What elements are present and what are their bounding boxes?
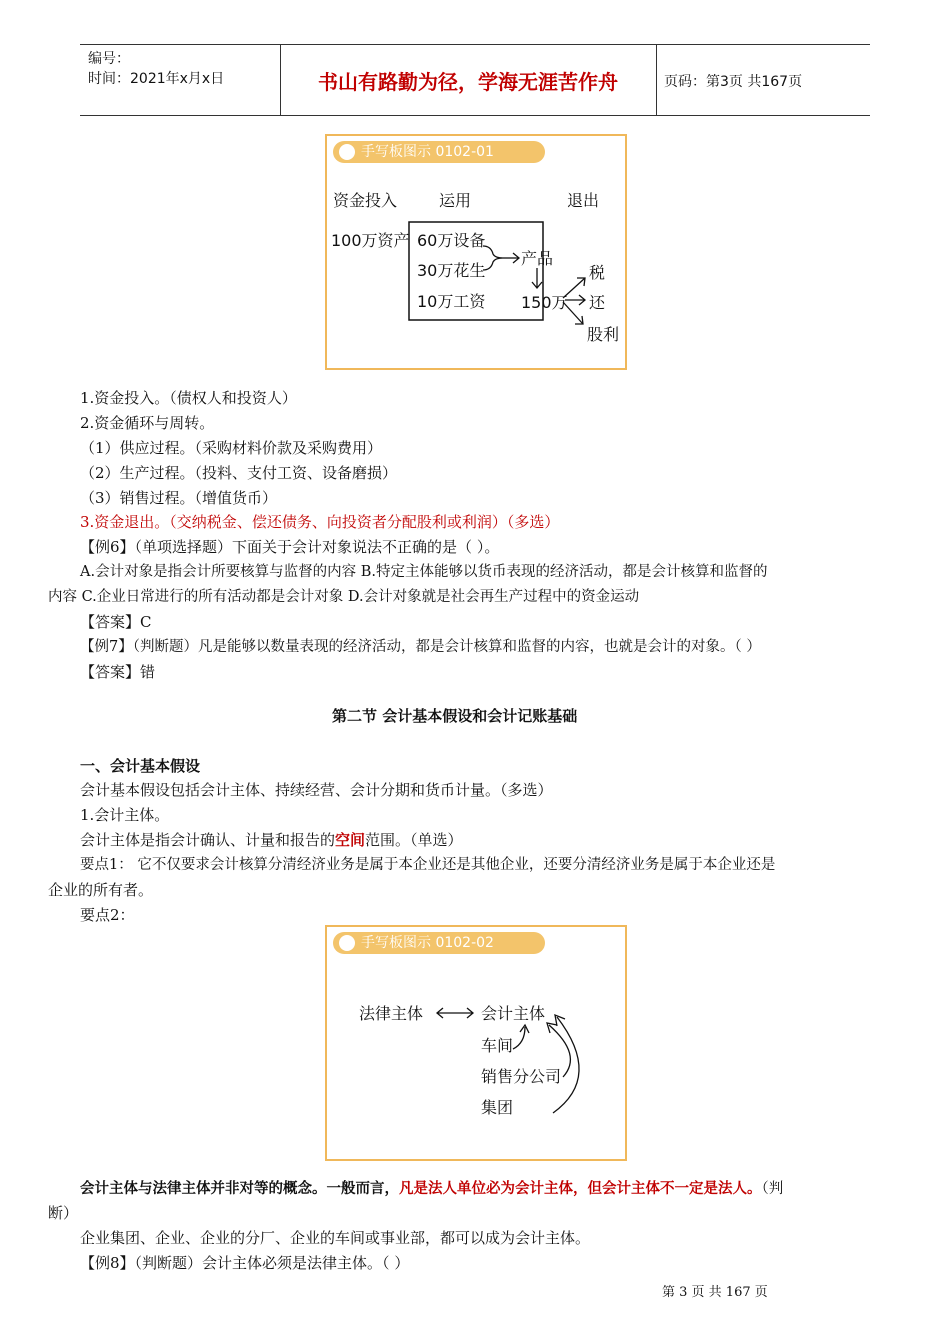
label-asset: 100万资产 bbox=[331, 231, 410, 250]
pen-icon bbox=[339, 935, 355, 951]
label-amount: 150万 bbox=[521, 293, 568, 312]
date-text: 时间：2021年x月x日 bbox=[88, 71, 225, 87]
example-6-options: 内容 C.企业日常进行的所有活动都是会计对象 D.会计对象就是社会再生产过程中的资金运动 bbox=[48, 589, 640, 605]
text-line bbox=[80, 830, 463, 850]
label-exit: 退出 bbox=[567, 191, 600, 210]
example-8: 【例8】（判断题）会计主体必须是法律主体。（ ） bbox=[80, 1254, 410, 1272]
label-dividend: 股利 bbox=[587, 325, 620, 344]
pen-icon bbox=[339, 144, 355, 160]
header-divider bbox=[656, 45, 657, 115]
figure-2-tag-text: 手写板图示 0102-02 bbox=[361, 935, 494, 951]
text-line: （2）生产过程。（投料、支付工资、设备磨损） bbox=[80, 464, 398, 482]
text-segment: 会计主体与法律主体并非对等的概念。一般而言， bbox=[80, 1180, 399, 1197]
text-line bbox=[80, 1179, 783, 1199]
example-7: 【例7】（判断题）凡是能够以数量表现的经济活动，都是会计核算和监督的内容，也就是会计的对象。（ ） bbox=[80, 639, 761, 655]
text-line: 断） bbox=[48, 1204, 79, 1222]
figure-1-tag-text: 手写板图示 0102-01 bbox=[361, 144, 494, 160]
figure-2-tag bbox=[333, 932, 545, 954]
answer-6: 【答案】C bbox=[80, 613, 152, 631]
label-tax: 税 bbox=[589, 263, 606, 282]
label-repay: 还 bbox=[589, 293, 606, 312]
answer-7: 【答案】错 bbox=[80, 663, 156, 681]
figure-1-diagram bbox=[327, 136, 625, 368]
motto: 书山有路勤为径，学海无涯苦作舟 bbox=[318, 69, 618, 94]
handwriting-figure-2 bbox=[325, 925, 627, 1161]
text-line: 1.会计主体。 bbox=[80, 806, 170, 824]
label-item2: 30万花生 bbox=[417, 261, 486, 280]
label-invest: 资金投入 bbox=[333, 191, 398, 210]
text-line: 要点2： bbox=[80, 906, 135, 924]
text-segment-highlight: 凡是法人单位必为会计主体，但会计主体不一定是法人。 bbox=[399, 1180, 762, 1197]
text-segment: （判 bbox=[761, 1181, 784, 1197]
code-label: 编号： bbox=[88, 51, 130, 67]
text-line: 会计基本假设包括会计主体、持续经营、会计分期和货币计量。（多选） bbox=[80, 781, 553, 799]
figure-2-diagram bbox=[327, 927, 625, 1159]
label-legal: 法律主体 bbox=[359, 1004, 424, 1023]
label-branch: 销售分公司 bbox=[481, 1067, 562, 1086]
header-info bbox=[88, 49, 280, 89]
page-footer: 第 3 页 共 167 页 bbox=[662, 1285, 768, 1300]
text-line: （1）供应过程。（采购材料价款及采购费用） bbox=[80, 439, 383, 457]
label-workshop: 车间 bbox=[481, 1036, 514, 1055]
label-entity: 会计主体 bbox=[481, 1004, 546, 1023]
page-header bbox=[80, 44, 870, 116]
text-line: 企业集团、企业、企业的分厂、企业的车间或事业部，都可以成为会计主体。 bbox=[80, 1229, 591, 1247]
text-segment: 会计主体是指会计确认、计量和报告的 bbox=[80, 831, 336, 849]
text-line: 2.资金循环与周转。 bbox=[80, 414, 215, 432]
example-6-options: A.会计对象是指会计所要核算与监督的内容 B.特定主体能够以货币表现的经济活动，都是会计核算和监督的 bbox=[80, 564, 768, 580]
text-line: 企业的所有者。 bbox=[48, 881, 154, 899]
figure-1-tag bbox=[333, 141, 545, 163]
keyword-space: 空间 bbox=[335, 831, 366, 849]
page-indicator: 页码：第3页 共167页 bbox=[664, 74, 803, 90]
text-line: 要点1： 它不仅要求会计核算分清经济业务是属于本企业还是其他企业，还要分清经济业务是属于本企业还是 bbox=[80, 857, 776, 873]
label-item3: 10万工资 bbox=[417, 292, 486, 311]
brace-mark bbox=[483, 246, 503, 270]
text-line-highlight: 3.资金退出。（交纳税金、偿还债务、向投资者分配股利或利润）（多选） bbox=[80, 513, 560, 531]
label-product: 产品 bbox=[521, 249, 554, 268]
label-group: 集团 bbox=[481, 1098, 514, 1117]
subsection-title: 一、会计基本假设 bbox=[80, 757, 201, 775]
text-line: （3）销售过程。（增值货币） bbox=[80, 489, 278, 507]
text-segment: 范围。（单选） bbox=[365, 831, 463, 849]
example-6: 【例6】（单项选择题）下面关于会计对象说法不正确的是（ ）。 bbox=[80, 538, 500, 556]
text-line: 1.资金投入。（债权人和投资人） bbox=[80, 389, 297, 407]
label-use: 运用 bbox=[439, 191, 472, 210]
label-item1: 60万设备 bbox=[417, 231, 486, 250]
section-title: 第二节 会计基本假设和会计记账基础 bbox=[332, 707, 578, 725]
handwriting-figure-1 bbox=[325, 134, 627, 370]
arc-group bbox=[553, 1017, 579, 1113]
header-divider bbox=[280, 45, 281, 115]
arc-workshop bbox=[513, 1027, 525, 1049]
